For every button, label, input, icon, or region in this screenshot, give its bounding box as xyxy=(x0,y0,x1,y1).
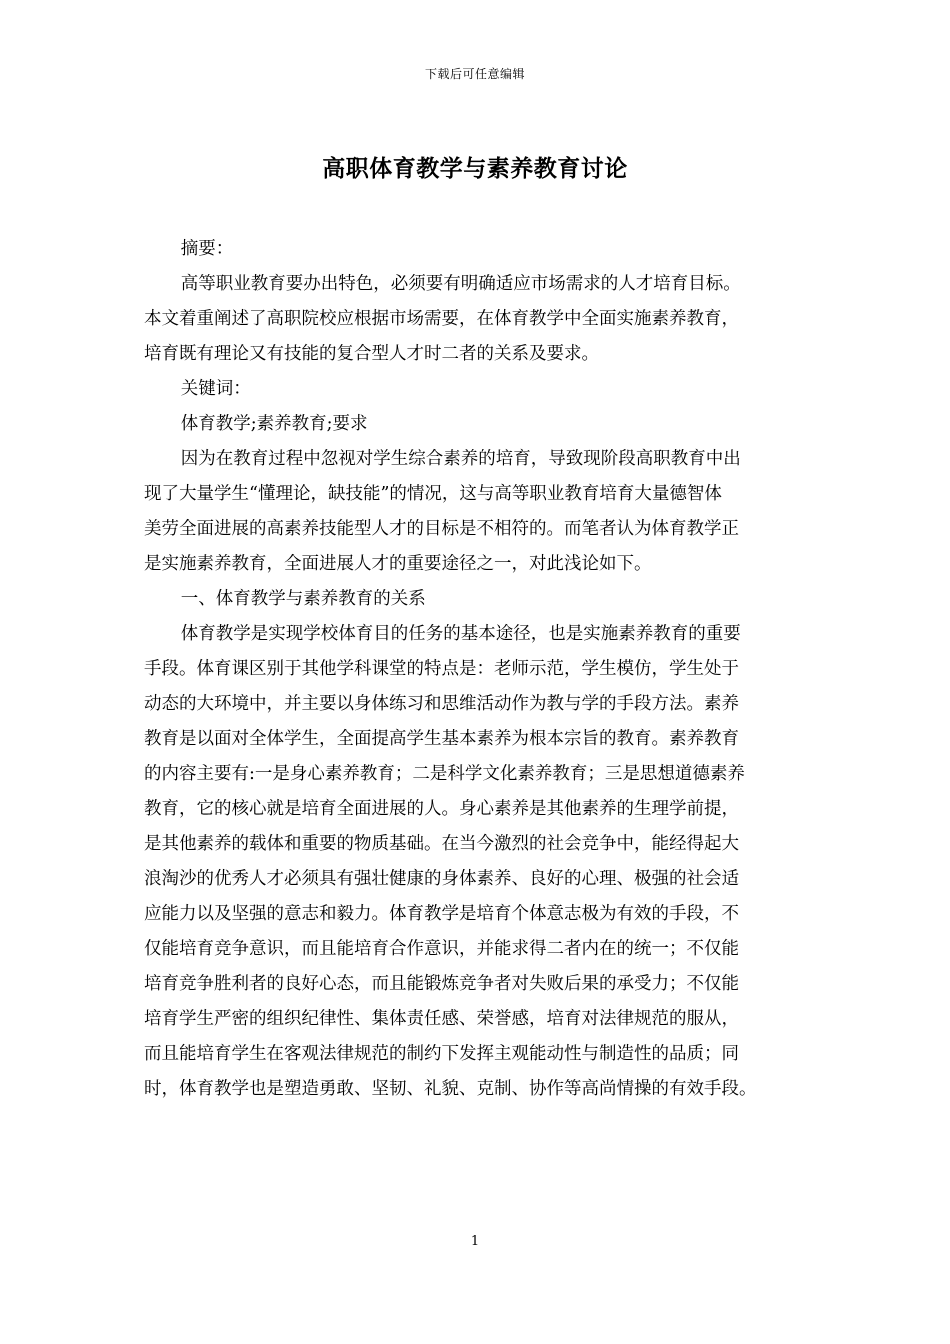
abstract-heading: 摘要： xyxy=(180,239,234,259)
intro-paragraph-line: 是实施素养教育，全面进展人才的重要途径之一，对此浅论如下。 xyxy=(144,554,652,574)
section-paragraph-line: 教育是以面对全体学生，全面提高学生基本素养为根本宗旨的教育。素养教育 xyxy=(144,729,739,749)
section-paragraph-line: 体育教学是实现学校体育目的任务的基本途径，也是实施素养教育的重要 xyxy=(180,624,741,644)
section-paragraph-line: 教育，它的核心就是培育全面进展的人。身心素养是其他素养的生理学前提， xyxy=(144,799,739,819)
abstract-text-line: 培育既有理论又有技能的复合型人才时二者的关系及要求。 xyxy=(144,344,599,364)
section-paragraph-line: 应能力以及坚强的意志和毅力。体育教学是培育个体意志极为有效的手段，不 xyxy=(144,904,739,924)
section-paragraph-line: 时，体育教学也是塑造勇敢、坚韧、礼貌、克制、协作等高尚情操的有效手段。 xyxy=(144,1079,757,1099)
section-paragraph-line: 培育学生严密的组织纪律性、集体责任感、荣誉感，培育对法律规范的服从， xyxy=(144,1009,739,1029)
section-heading: 一、体育教学与素养教育的关系 xyxy=(180,589,426,609)
section-paragraph-line: 培育竞争胜利者的良好心态，而且能锻炼竞争者对失败后果的承受力；不仅能 xyxy=(144,974,739,994)
section-paragraph-line: 而且能培育学生在客观法律规范的制约下发挥主观能动性与制造性的品质；同 xyxy=(144,1044,739,1064)
document-title: 高职体育教学与素养教育讨论 xyxy=(322,155,628,182)
section-paragraph-line: 动态的大环境中，并主要以身体练习和思维活动作为教与学的手段方法。素养 xyxy=(144,694,739,714)
intro-paragraph-line: 美劳全面进展的高素养技能型人才的目标是不相符的。而笔者认为体育教学正 xyxy=(144,519,739,539)
section-paragraph-line: 仅能培育竞争意识，而且能培育合作意识，并能求得二者内在的统一；不仅能 xyxy=(144,939,739,959)
intro-paragraph-line: 因为在教育过程中忽视对学生综合素养的培育，导致现阶段高职教育中出 xyxy=(180,449,741,469)
page-number: 1 xyxy=(470,1234,480,1249)
section-paragraph-line: 的内容主要有:一是身心素养教育；二是科学文化素养教育；三是思想道德素养 xyxy=(144,764,745,784)
keywords-text: 体育教学;素养教育;要求 xyxy=(180,414,368,434)
section-paragraph-line: 浪淘沙的优秀人才必须具有强壮健康的身体素养、良好的心理、极强的社会适 xyxy=(144,869,739,889)
document-body xyxy=(144,232,808,1107)
intro-paragraph-line: 现了大量学生“懂理论，缺技能”的情况，这与高等职业教育培育大量德智体 xyxy=(144,484,722,504)
keywords-heading: 关键词： xyxy=(180,379,251,399)
abstract-text-line: 本文着重阐述了高职院校应根据市场需要，在体育教学中全面实施素养教育， xyxy=(144,309,739,329)
page-header: 下载后可任意编辑 xyxy=(424,67,525,81)
abstract-text-line: 高等职业教育要办出特色，必须要有明确适应市场需求的人才培育目标。 xyxy=(180,274,741,294)
section-paragraph-line: 是其他素养的载体和重要的物质基础。在当今激烈的社会竞争中，能经得起大 xyxy=(144,834,739,854)
section-paragraph-line: 手段。体育课区别于其他学科课堂的特点是：老师示范，学生模仿，学生处于 xyxy=(144,659,739,679)
